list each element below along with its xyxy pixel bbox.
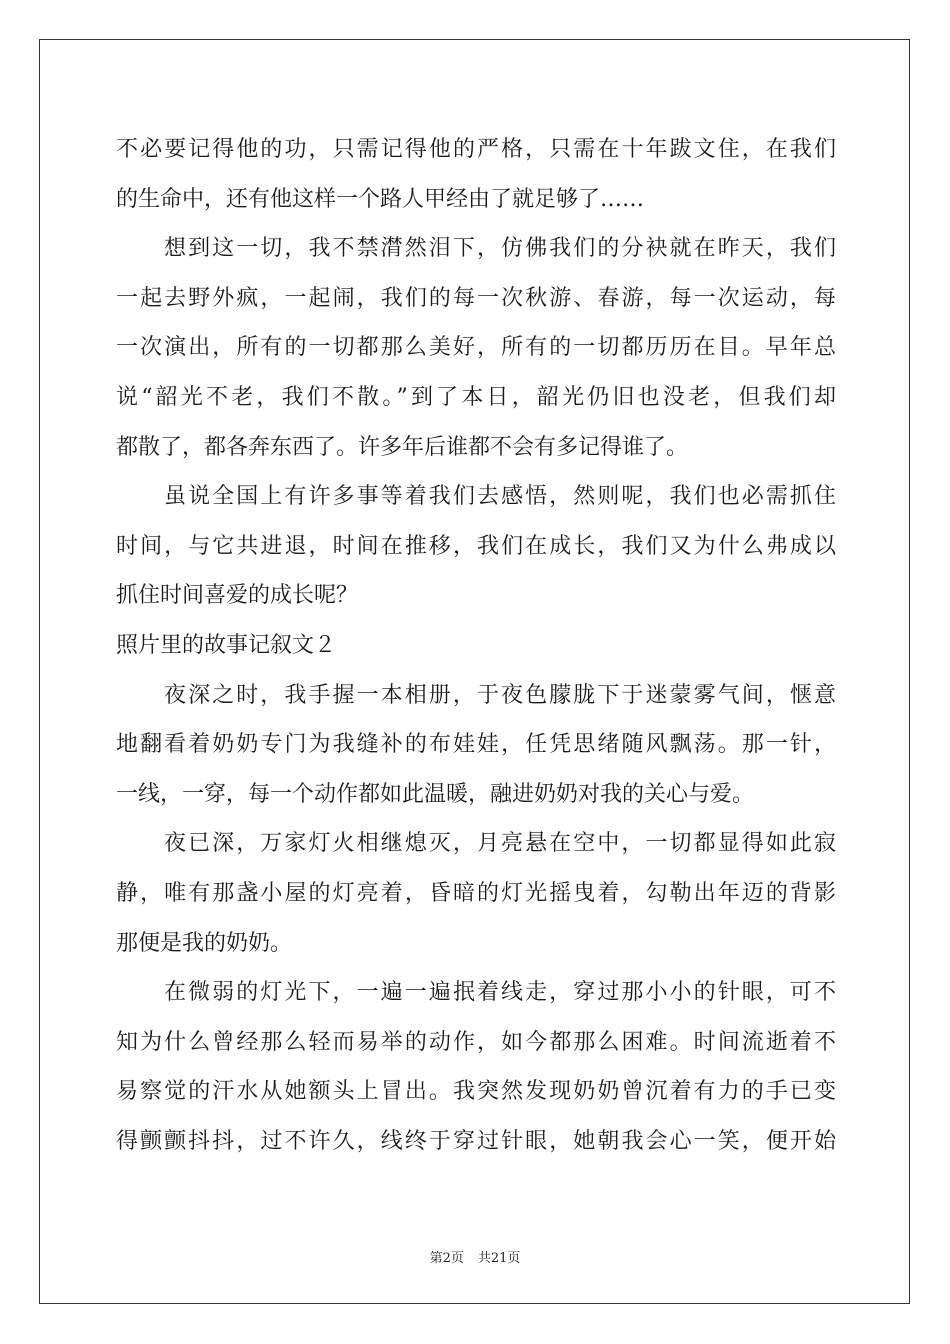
- section-heading: [116, 621, 836, 671]
- paragraph: [116, 125, 836, 224]
- paragraph: [116, 671, 836, 820]
- text-line: 易察觉的汗水从她额头上冒出。我突然发现奶奶曾沉着有力的手已变: [116, 1079, 836, 1105]
- page-footer: [0, 1247, 950, 1266]
- text-line: 时间，与它共进退，时间在推移，我们在成长，我们又为什么弗成以: [116, 533, 836, 559]
- paragraph: [116, 224, 836, 472]
- text-line: 虽说全国上有许多事等着我们去感悟，然则呢，我们也必需抓住: [164, 484, 836, 510]
- text-line: 一起去野外疯，一起闹，我们的每一次秋游、春游，每一次运动，每: [116, 285, 836, 311]
- text-line: 一线，一穿，每一个动作都如此温暖，融进奶奶对我的关心与爱。: [116, 781, 755, 807]
- text-line: 说“韶光不老，我们不散。”到了本日，韶光仍旧也没老，但我们却: [116, 384, 836, 410]
- paragraph: [116, 819, 836, 968]
- page-total: 共21页: [477, 1251, 521, 1266]
- text-line: 抓住时间喜爱的成长呢？: [116, 583, 359, 609]
- text-line: 照片里的故事记叙文２: [116, 632, 337, 658]
- text-line: 在微弱的灯光下，一遍一遍抿着线走，穿过那小小的针眼，可不: [164, 980, 836, 1006]
- text-line: 得颤颤抖抖，过不许久，线终于穿过针眼，她朝我会心一笑，便开始: [116, 1128, 836, 1154]
- paragraph: [116, 968, 836, 1166]
- text-line: 知为什么曾经那么轻而易举的动作，如今都那么困难。时间流逝着不: [116, 1029, 836, 1055]
- document-body: [116, 125, 836, 1166]
- paragraph: [116, 472, 836, 621]
- text-line: 不必要记得他的功，只需记得他的严格，只需在十年跋文住，在我们: [116, 137, 836, 162]
- text-line: 一次演出，所有的一切都那么美好，所有的一切都历历在目。早年总: [116, 335, 836, 361]
- text-line: 地翻看着奶奶专门为我缝补的布娃娃，任凭思绪随风飘荡。那一针，: [116, 732, 836, 758]
- text-line: 夜深之时，我手握一本相册，于夜色朦胧下于迷蒙雾气间，惬意: [164, 682, 836, 708]
- text-line: 的生命中，还有他这样一个路人甲经由了就足够了……: [116, 186, 645, 212]
- text-line: 都散了，都各奔东西了。许多年后谁都不会有多记得谁了。: [116, 434, 689, 460]
- text-line: 夜已深，万家灯火相继熄灭，月亮悬在空中，一切都显得如此寂: [164, 831, 836, 857]
- text-line: 那便是我的奶奶。: [116, 930, 293, 956]
- text-line: 想到这一切，我不禁潸然泪下，仿佛我们的分袂就在昨天，我们: [164, 236, 836, 262]
- page-number: 第2页: [429, 1251, 464, 1266]
- text-line: 静，唯有那盏小屋的灯亮着，昏暗的灯光摇曳着，勾勒出年迈的背影: [116, 880, 836, 906]
